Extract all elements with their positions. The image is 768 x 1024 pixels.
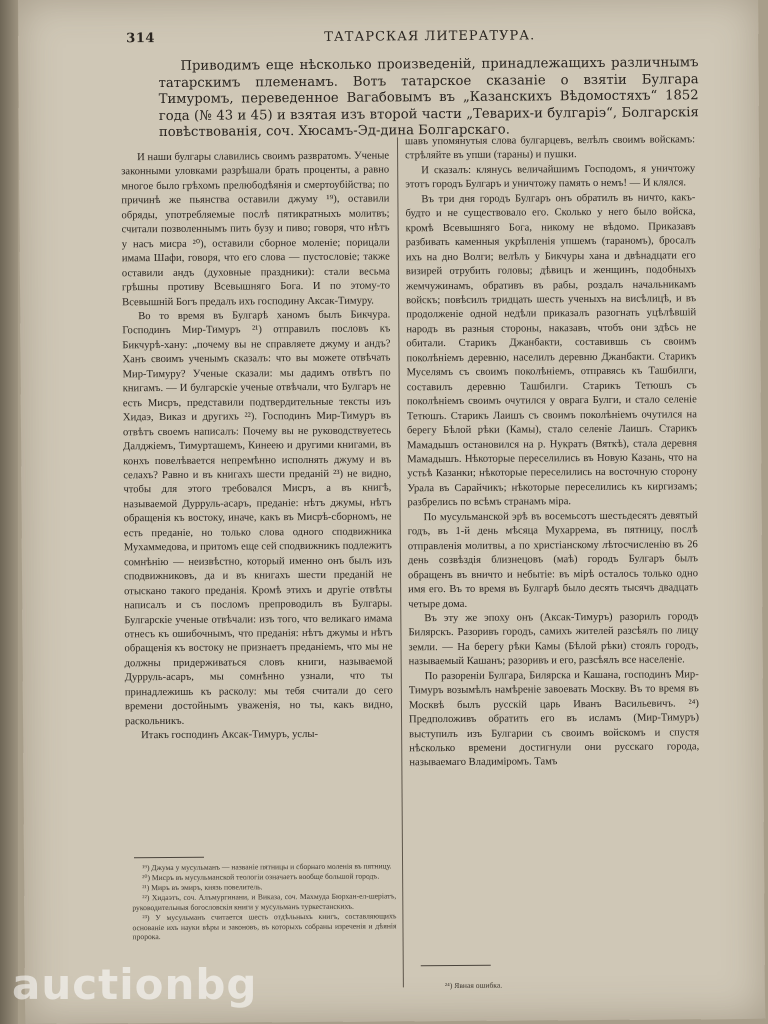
right-paragraph-5: Въ эту же эпоху онъ (Аксак-Тимуръ) разорилъ городъ Билярскъ. Разоривъ городъ, самихъ жителей разсѣялъ по лицу земли. — На берегу рѣки Камы (Бѣлой рѣки) стоялъ городъ, называемый Кашанъ; разоривъ и его, разсѣялъ все населеніе. <box>408 611 699 668</box>
left-paragraph-3: Итакъ господинъ Аксак-Тимуръ, услы- <box>141 729 319 742</box>
column-divider <box>397 137 404 987</box>
running-header <box>126 27 726 51</box>
intro-paragraph: Приводимъ еще нѣсколько произведеній, принадлежащихъ различнымъ татарскимъ племенамъ. Вотъ татарское сказаніе о взятіи Булгара Тимуромъ, переведенное Вагабовымъ въ „Казанскихъ Вѣдомостяхъ“ 1852 года (№ 43 и 45) и взятая изъ второй части „Теварих-и булгаріэ“, Болгарскія повѣствованія, соч. Хюсамъ-Эд-дина Болгарскаго. <box>158 55 699 141</box>
running-title: ТАТАРСКАЯ ЛИТЕРАТУРА. <box>324 28 536 45</box>
right-paragraph-6: По разореніи Булгара, Билярска и Кашана, господинъ Мир-Тимуръ возымѣлъ намѣреніе завоевать Москву. Въ то время въ Москвѣ былъ русскій царь Иванъ Васильевичъ. ²⁴) Предположивъ обратить его въ исламъ (Мир-Тимуръ) выступилъ изъ Булгарии съ своимъ войскомъ и спустя нѣсколько времени достигнули они русскаго города, называемаго Владиміромъ. Тамъ <box>408 669 700 769</box>
footnote-rule-right <box>421 965 491 966</box>
footnote-20: ²⁰) Мисръ въ мусульманской теологіи означаетъ вообще большой городъ. <box>142 871 380 883</box>
left-column <box>121 149 393 743</box>
footnote-19: ¹⁹) Джума у мусульманъ — названіе пятницы и сборнаго моленія въ пятницу. <box>142 861 392 873</box>
right-paragraph-3: Въ три дня городъ Булгаръ онъ обратилъ въ ничто, какъ-будто и не существовало его. Сколько у него было войска, кромѣ Всевышняго Бога, никому не вѣдомо. Приказавъ разбивать каменныя укрѣпленія упшемъ (тараномъ), бросалъ ихъ на дно Волги; велѣлъ у Бикчуры хана и двѣнадцати его визирей отрубить головы; дѣвицъ и женщинъ, подобныхъ жемчужинамъ, обративъ въ рабы, роздалъ начальникамъ войскъ; повѣсилъ тридцать шесть ученыхъ на висѣлицѣ, и въ продолженіе одной недѣли приказалъ разогнать уцѣлѣвшій народъ въ разныя стороны, наказавъ, чтобъ они здѣсь не обитали. Старикъ Джанбакти, составившь съ своимъ поколѣніемъ деревню, населилъ деревню Джанбакти. Старикъ Муселямъ съ своимъ поколѣніемъ, отправясь къ Ташбилги, составилъ деревню Ташбилги. Старикъ Тетюшъ съ поколѣніемъ своимъ очутился у оврага Булги, и стало селеніе Тетюшъ. Старикъ Лаишъ съ своимъ поколѣніемъ очутился на берегу Бѣлой рѣки (Камы), стало селеніе Лаишъ. Старикъ Мамадышъ остановился на р. Нукратъ (Вяткѣ), стала деревня Мамадышъ. Нѣкоторые переселились въ Новую Казань, что на устьѣ Казанки; нѣкоторые переселились на восточную сторону Урала въ Сарайчикъ; нѣкоторые переселились къ киргизамъ; разбрелись по всѣмъ странамъ міра. <box>405 192 698 509</box>
footnote-24: ²⁴) Явная ошибка. <box>444 980 503 991</box>
right-paragraph-4: По мусульманской эрѣ въ восемьсотъ шестьдесятъ девятый годъ, въ 1-й день мѣсяца Мухаррема, въ пятницу, послѣ отправленія молитвы, а по христіанскому лѣтосчисленію въ 26 день созвѣздія близнецовъ (маѣ) городъ Булгаръ былъ обращенъ въ вничто и небытіе: въ мірѣ осталось только одно имя его. Въ то время въ Булгарѣ было десять тысячъ двадцать четыре дома. <box>407 510 699 610</box>
right-column <box>405 133 699 771</box>
footnote-rule-left <box>134 857 204 858</box>
footnote-21: ²¹) Миръ въ эмиръ, князь повелитель. <box>142 882 263 893</box>
right-paragraph-2: И сказалъ: клянусь величайшимъ Господомъ, я уничтожу этотъ городъ Булгаръ и уничтожу память о немъ! — И клялся. <box>405 163 696 191</box>
footnotes-left <box>132 861 397 942</box>
left-paragraph-2: Во то время въ Булгарѣ ханомъ былъ Бикчура. Господинъ Мир-Тимуръ ²¹) отправилъ пословъ къ Бикчурѣ-хану: „почему вы не справляете джуму и андъ? Ханъ своимъ ученымъ сказалъ: что вы можете отвѣчать Мир-Тимуру? Ученые сказали: мы дадимъ отвѣтъ по книгамъ. — И булгарскіе ученые отвѣчали, что Булгаръ не есть Мисръ, представили подтвердительные тексты изъ Хидаэ, Виказ и другихъ ²²). Господинъ Мир-Тимуръ въ отвѣтъ своемъ написалъ: Почему вы не руководствуетесь Далджіемъ, Тимурташемъ, Кинеею и другими книгами, въ конхъ повелѣвается непремѣнно исполнять джуму и въ селахъ? Равно и въ книгахъ шести преданій ²³) не видно, чтобы для этого требовался Мисръ, а въ книгѣ, называемой Дурруль-асаръ, преданіе: нѣтъ джумы, нѣтъ обращенія къ востоку, иначе, какъ въ Мисрѣ-сборномъ, не есть преданіе, но только слова одного сподвижника Мухаммедова, и притомъ еще сей сподвижникъ подлежитъ сомнѣнію — неизвѣстно, который именно онъ былъ изъ сподвижниковъ, да и въ книгахъ шести преданій не отыскано такого преданія. Кромѣ этихъ и другіе отвѣты написалъ и съ посломъ препроводилъ въ Булгары. Булгарскіе ученые отвѣчали: изъ того, что великаго имама отнесъ къ ошибочнымъ, что преданія: нѣтъ джумы и нѣтъ обращенія къ востоку не признаетъ преданіемъ, что мы не должны придерживаться словъ книги, называемой Дурруль-асаръ, мы сомнѣнно узнали, что ты принадлежишь къ расколу: мы тебя считали до сего времени достойнымъ уваженія, но ты, какъ видно, раскольникъ. <box>122 309 393 727</box>
watermark-logo: auctionbg <box>12 960 258 1009</box>
left-paragraph-1: И наши булгары славились своимъ развратомъ. Ученые законными уловками разрѣшали брать проценты, а равно многое было грѣхомъ прелюбодѣянія и смертоубійства; по причинѣ же пьянства оставили джуму ¹⁹), оставили обряды, употребляемые послѣ пятикратныхъ молитвъ; считали позволеннымъ пить бузу и пиво; говоря, что нѣтъ у насъ мисра ²⁰), оставили сборное моленіе; порицали имама Шафи, говоря, что его слова — пустословіе; также оставили андъ (духовные праздники): стали весьма грѣшны противу Всевышняго Бога. И по этому-то Всевышній Богъ предалъ ихъ господину Аксак-Тимуру. <box>121 150 391 308</box>
page-number: 314 <box>126 31 155 47</box>
footnote-22: ²²) Хидаэтъ, соч. Алъмургинани, и Виказа, соч. Махмуда Бюрхан-ел-шеріатъ, руководительныя богословскія книги у мусульманъ туркестанскихъ. <box>132 891 397 913</box>
footnote-23: ²³) У мусульманъ считается шесть отдѣльныхъ книгъ, составляющихъ основаніе ихъ науки вѣры и законовъ, въ которыхъ собраны изреченія и дѣянія пророка. <box>132 911 397 942</box>
right-paragraph-1: шавъ упомянутыя слова булгарцевъ, велѣлъ своимъ войскамъ: стрѣляйте въ упши (тараны) и пушки. <box>404 134 696 162</box>
footnotes-right <box>445 980 645 991</box>
book-page <box>18 0 765 1024</box>
book-binding-edge <box>0 0 18 1024</box>
